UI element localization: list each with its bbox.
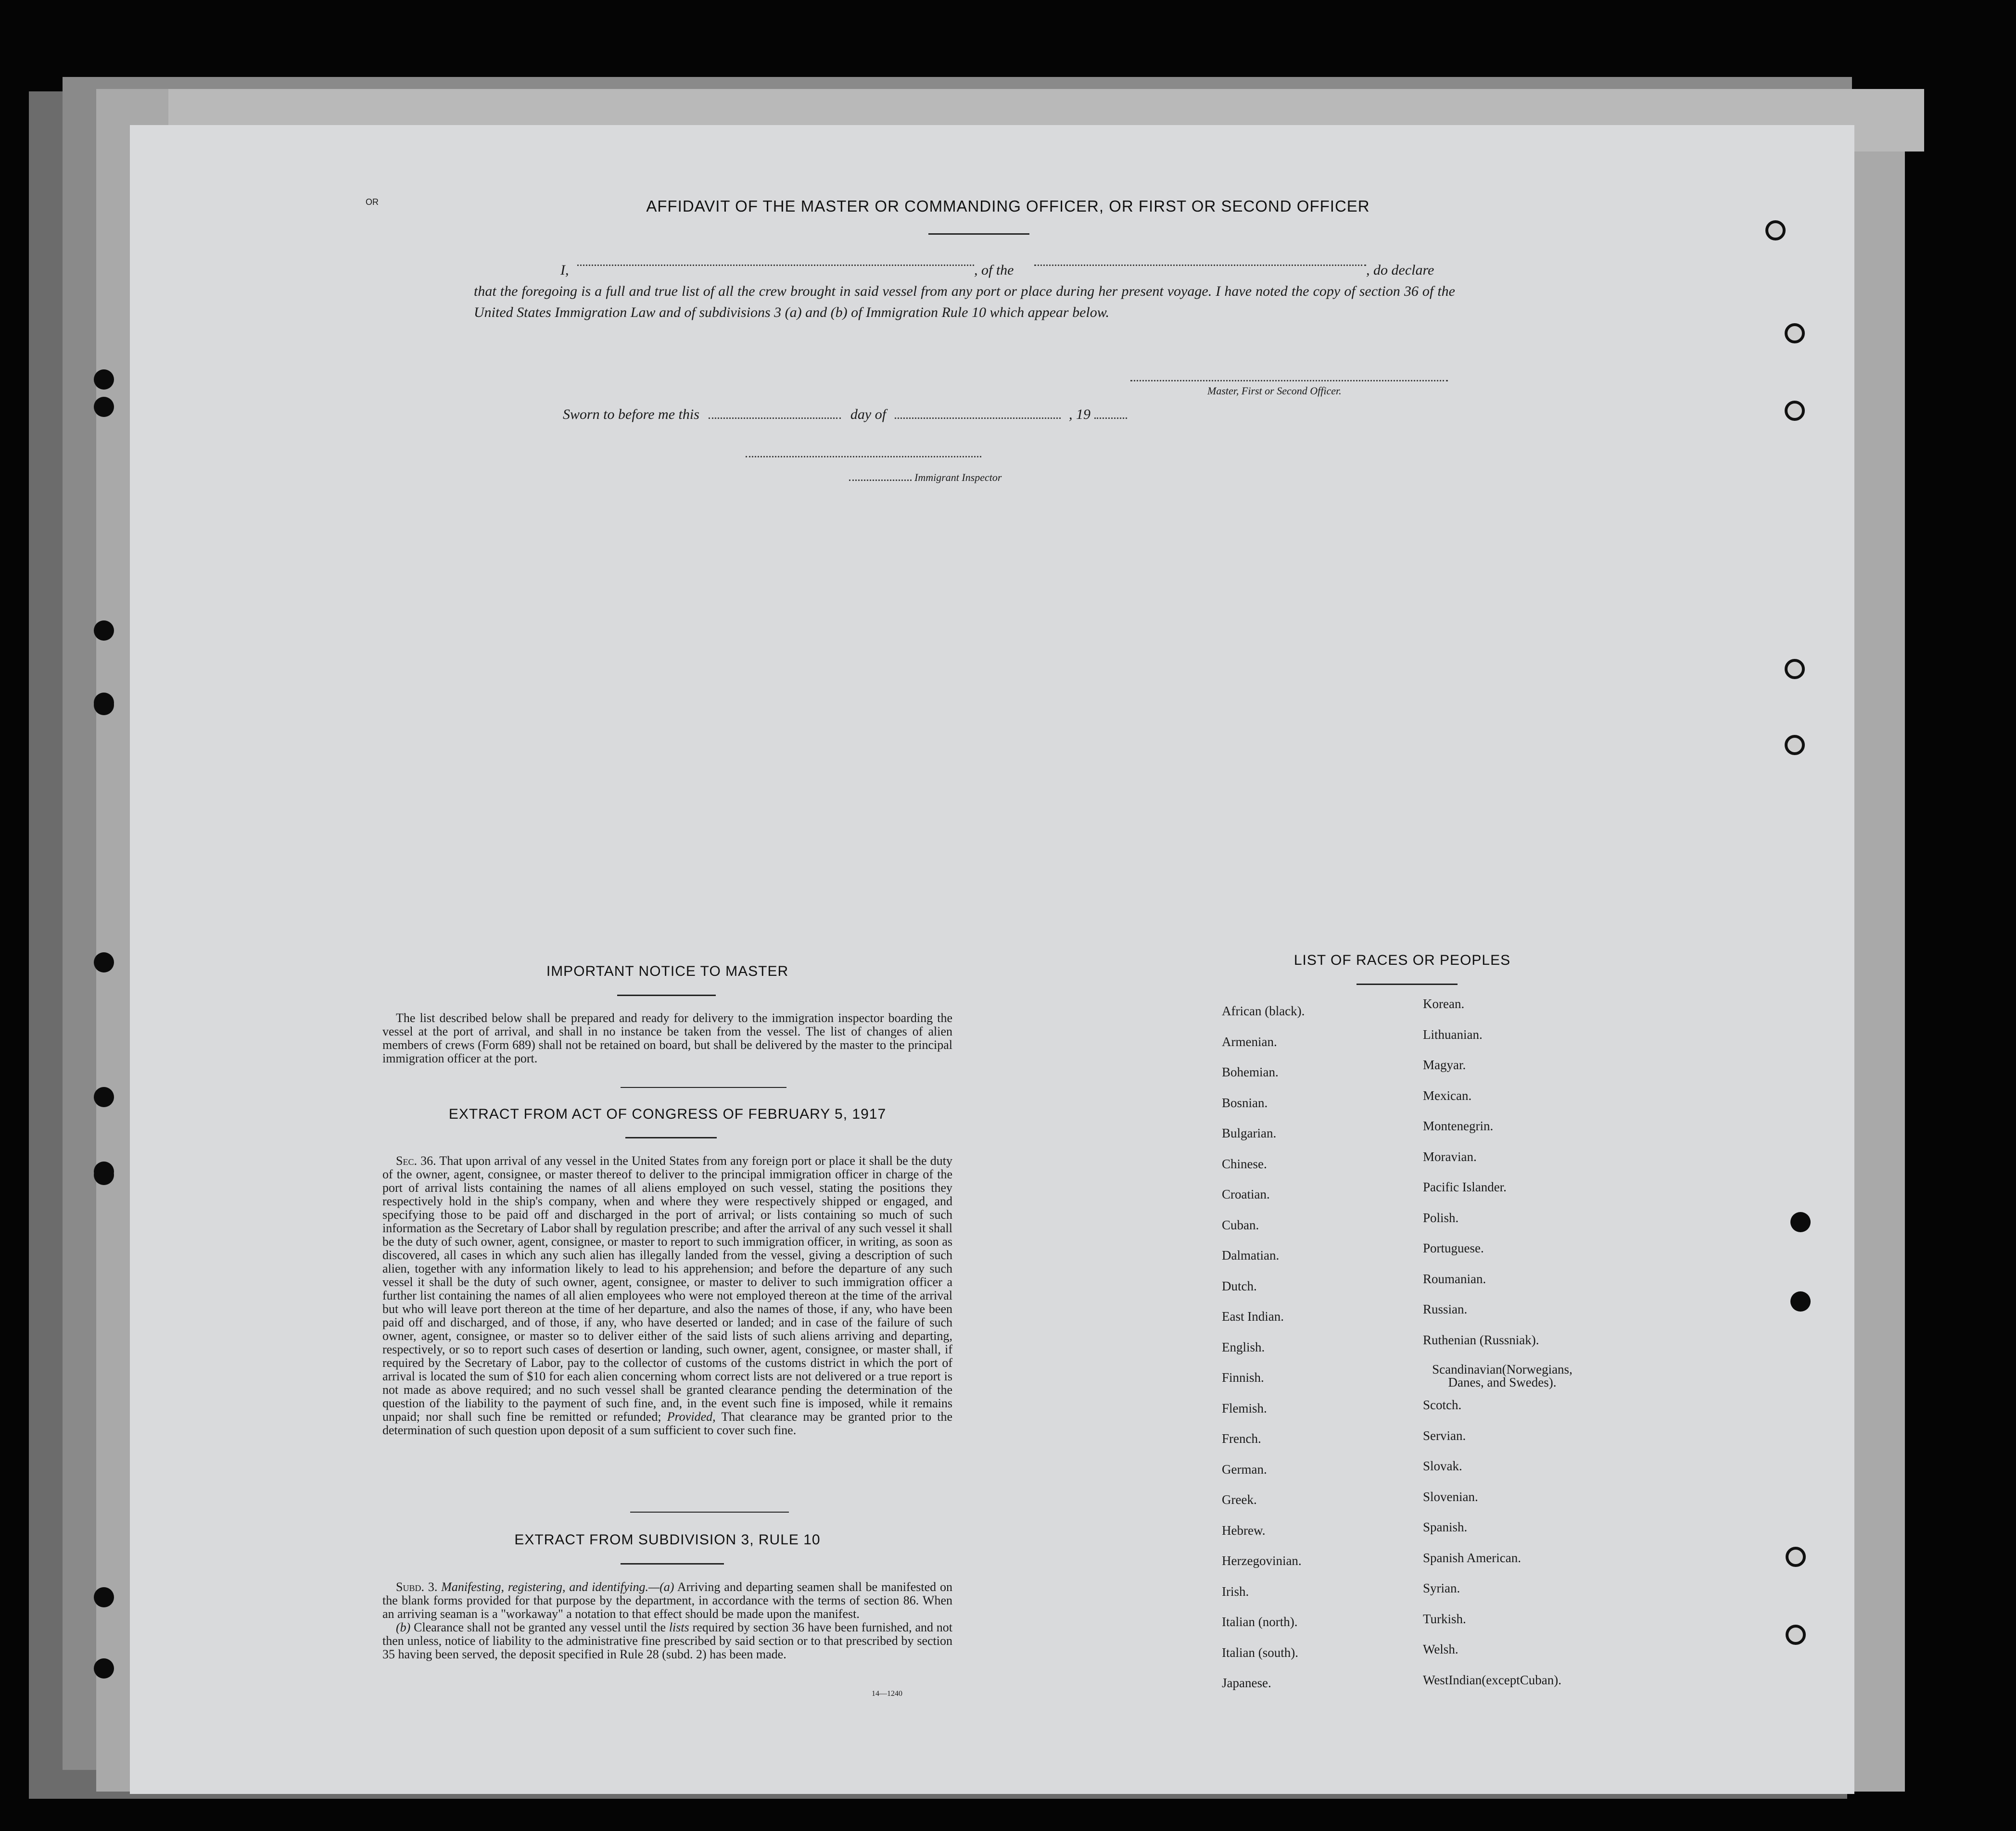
binder-hole-icon (1786, 1547, 1806, 1567)
races-underline (1357, 984, 1458, 985)
binder-hole-icon (94, 620, 114, 641)
provided-word: Provided, (667, 1410, 716, 1424)
rule-extract-title: EXTRACT FROM SUBDIVISION 3, RULE 10 (514, 1532, 821, 1548)
binder-hole-icon (1785, 735, 1805, 755)
race-item: Slovak. (1423, 1459, 1462, 1473)
race-item: Scandinavian(Norwegians, Danes, and Swedes). (1432, 1362, 1572, 1389)
subd-b-text-1: Clearance shall not be granted any vessel until the (414, 1620, 666, 1634)
race-item: Finnish. (1222, 1370, 1264, 1385)
binder-hole-icon (1765, 220, 1786, 240)
race-item: Flemish. (1222, 1401, 1267, 1415)
subd-a-text: Arriving and departing seamen shall be manifested on the blank forms provided for that purpose by the department, in accordance with the terms of section 86. When an arriving seaman is a "workaway" a notation to that effect should be made upon the manifest. (382, 1580, 953, 1621)
sworn-line (563, 406, 1127, 423)
race-item: Ruthenian (Russniak). (1423, 1332, 1539, 1347)
section-36-body: That upon arrival of any vessel in the United States from any foreign port or place it shall be the duty of the owner, agent, consignee, or master thereof to deliver to the principal immigration officer in charge of the port of arrival lists containing the names of all aliens employed on such vessel, stating the positions they respectively hold in the ship's company, when and where they were respectively shipped or engaged, and specifying those to be paid off and discharged in the port of arrival; or lists containing so much of such information as the Secretary of Labor shall by regulation prescribe; and after the arrival of any such vessel it shall be the duty of such owner, agent, consignee, or master to report to such immigration officer, in writing, as soon as discovered, all cases in which any such alien has illegally landed from the vessel, giving a description of such alien, together with any information likely to lead to his apprehension; and before the departure of any such vessel it shall be the duty of such owner, agent, consignee, or master to deliver to such immigration officer a further list containing the names of all alien employees who were not employed thereon at the time of the arrival but who will leave port thereon at the time of her departure, and also the names of those, if any, who have been paid off and discharged, and of those, if any, who have deserted or landed; and in case of the failure of such owner, agent, consignee, or master so to deliver either of the said lists of such aliens arriving and departing, respectively, or so to report such cases of desertion or landing, such owner, agent, consignee, or master shall, if required by the Secretary of Labor, pay to the collector of customs of the customs district in which the port of arrival is located the sum of $10 for each alien concerning whom correct lists are not delivered or a true report is not made as above required; and no such vessel shall be granted clearance pending the determination of the question of the liability to the payment of such fine, and, in the event such fine is imposed, while it remains unpaid; nor shall such fine be remitted or refunded; (382, 1154, 952, 1424)
section-36-paragraph (382, 1154, 952, 1437)
declarant-name-field[interactable] (577, 265, 974, 266)
form-print-code: 14—1240 (872, 1690, 902, 1698)
binder-hole-icon (94, 1587, 114, 1607)
title-underline (928, 233, 1029, 235)
binder-hole-icon (94, 693, 114, 713)
race-item: French. (1222, 1431, 1261, 1446)
subd-heading: Manifesting, registering, and identifying.—(a) (441, 1580, 674, 1594)
notice-title: IMPORTANT NOTICE TO MASTER (546, 963, 789, 979)
race-item: African (black). (1222, 1004, 1305, 1018)
inspector-label (849, 471, 1002, 484)
notice-text (382, 1011, 952, 1065)
vessel-prefix: , of the (974, 262, 1014, 278)
race-item: East Indian. (1222, 1309, 1284, 1324)
race-item: English. (1222, 1339, 1265, 1354)
binder-hole-icon (94, 1165, 114, 1185)
sworn-prefix: Sworn to before me this (563, 406, 699, 422)
race-item: Polish. (1423, 1210, 1459, 1225)
race-item: Slovenian. (1423, 1489, 1478, 1504)
race-item: Croatian. (1222, 1187, 1270, 1201)
binder-hole-icon (1790, 1291, 1811, 1312)
race-item: Bosnian. (1222, 1095, 1268, 1110)
binder-hole-icon (94, 369, 114, 390)
races-title: LIST OF RACES OR PEOPLES (1293, 952, 1511, 968)
races-column-2 (1423, 997, 1582, 1703)
rule-10-paragraph-b (382, 1621, 952, 1661)
race-item: Roumanian. (1423, 1271, 1486, 1286)
inspector-signature-field[interactable] (746, 456, 981, 457)
subd-b-label: (b) (396, 1620, 411, 1634)
binder-hole-icon (1785, 401, 1805, 421)
master-signature-label: Master, First or Second Officer. (1207, 385, 1342, 397)
race-item: Chinese. (1222, 1156, 1267, 1171)
sworn-year-prefix: , 19 (1069, 406, 1091, 422)
binder-hole-icon (94, 1658, 114, 1679)
notice-underline (617, 995, 716, 996)
vessel-name-field[interactable] (1034, 265, 1366, 266)
race-item: Turkish. (1423, 1611, 1466, 1626)
race-item: Portuguese. (1423, 1241, 1484, 1255)
binder-hole-icon (1785, 323, 1805, 343)
binder-hole-icon (94, 1087, 114, 1107)
binder-hole-icon (1785, 659, 1805, 679)
race-item: Bulgarian. (1222, 1126, 1277, 1140)
section-36-end: That clearance may be granted prior to the determination of such question upon deposit of a sum sufficient to cover such fine. (382, 1410, 953, 1437)
race-item: Montenegrin. (1423, 1119, 1494, 1133)
race-item: Italian (north). (1222, 1615, 1298, 1629)
race-item: Servian. (1423, 1428, 1466, 1443)
race-item: Scotch. (1423, 1398, 1462, 1412)
binder-hole-icon (94, 952, 114, 972)
race-item: Dutch. (1222, 1278, 1257, 1293)
race-item: Japanese. (1222, 1676, 1271, 1690)
binder-hole-icon (94, 397, 114, 417)
rule-10-paragraph-a (382, 1580, 952, 1621)
inspector-label-text: Immigrant Inspector (914, 471, 1002, 483)
sworn-month-field[interactable] (895, 417, 1061, 419)
master-signature-field[interactable] (1130, 380, 1448, 381)
race-item: Welsh. (1423, 1642, 1458, 1656)
lists-word: lists (669, 1620, 689, 1634)
act-extract-underline (625, 1137, 717, 1138)
declare-suffix: , do declare (1366, 262, 1434, 278)
race-item: Dalmatian. (1222, 1248, 1280, 1263)
race-item: Cuban. (1222, 1217, 1259, 1232)
race-item: Pacific Islander. (1423, 1180, 1507, 1194)
binder-hole-icon (1790, 1212, 1811, 1232)
act-extract-divider (630, 1512, 789, 1513)
race-item: Mexican. (1423, 1088, 1472, 1103)
race-item: German. (1222, 1462, 1267, 1477)
subd-b-text-2: required by section 36 have been furnished, and not then unless, notice of liability to the administrative fine prescribed by said section or to that prescribed by section 35 having been served, the deposit specified in Rule 28 (subd. 2) has been made. (382, 1620, 953, 1661)
inspector-label-dots (849, 480, 912, 481)
affidavit-declaration (474, 260, 1455, 323)
sworn-year-field[interactable] (1094, 417, 1127, 419)
notice-paragraph: The list described below shall be prepared and ready for delivery to the immigration inspector boarding the vessel at the port of arrival, and shall in no instance be taken from the vessel. The list of changes of alien members of crews (Form 689) shall not be retained on board, but shall be delivered by the master to the principal immigration officer at the port. (382, 1011, 952, 1065)
race-item: Bohemian. (1222, 1065, 1279, 1079)
race-item: Magyar. (1423, 1058, 1466, 1072)
rule-extract-underline (621, 1563, 724, 1565)
race-item: Korean. (1423, 997, 1465, 1011)
race-item: Hebrew. (1222, 1523, 1266, 1538)
affidavit-body: that the foregoing is a full and true list of all the crew brought in said vessel from any port or place during her present voyage. I have noted the copy of section 36 of the United States Immigration Law and of subdivisions 3 (a) and (b) of Immigration Rule 10 which appear below. (474, 283, 1455, 320)
sworn-day-field[interactable] (709, 417, 841, 419)
race-item: Greek. (1222, 1492, 1257, 1507)
notice-divider (621, 1087, 786, 1088)
section-36-label: Sec. 36. (396, 1154, 436, 1168)
declarant-prefix: I, (560, 262, 569, 278)
race-item: Armenian. (1222, 1034, 1277, 1049)
sworn-day-of: day of (850, 406, 887, 422)
section-36-text (382, 1154, 952, 1437)
act-extract-title: EXTRACT FROM ACT OF CONGRESS OF FEBRUARY 5, 1917 (448, 1106, 887, 1122)
race-item: Syrian. (1423, 1581, 1460, 1595)
affidavit-first-line (474, 260, 1455, 281)
race-item: Irish. (1222, 1584, 1249, 1599)
race-item: Spanish. (1423, 1520, 1468, 1534)
binder-hole-icon (1786, 1625, 1806, 1645)
subd-label: Subd. 3. (396, 1580, 438, 1594)
races-column-1 (1222, 1004, 1305, 1706)
race-item: Italian (south). (1222, 1645, 1298, 1660)
race-item: Lithuanian. (1423, 1027, 1483, 1042)
race-item: Spanish American. (1423, 1550, 1521, 1565)
race-item: WestIndian(exceptCuban). (1423, 1672, 1561, 1687)
race-item: Russian. (1423, 1302, 1468, 1316)
rule-10-text (382, 1580, 952, 1661)
race-item: Moravian. (1423, 1149, 1477, 1164)
affidavit-title: AFFIDAVIT OF THE MASTER OR COMMANDING OFFICER, OR FIRST OR SECOND OFFICER (646, 197, 1370, 215)
race-item: Herzegovinian. (1222, 1553, 1302, 1568)
or-mark: OR (366, 197, 379, 207)
